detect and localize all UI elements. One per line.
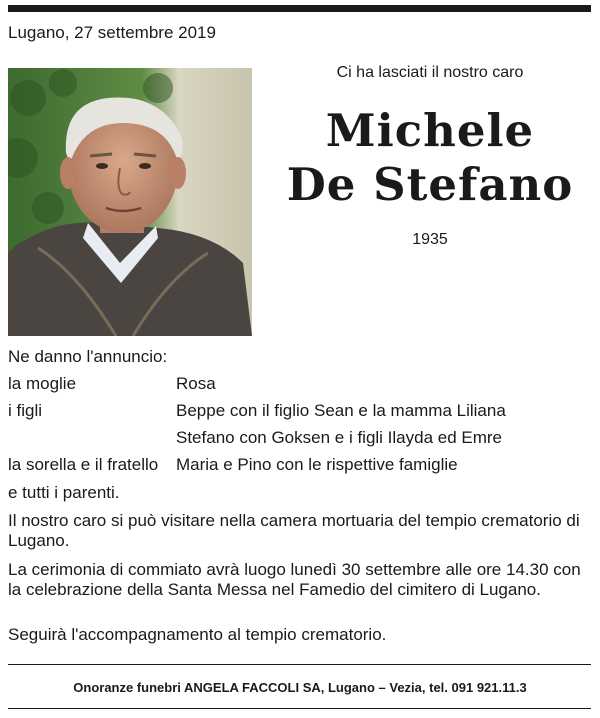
first-name: Michele [325, 104, 535, 157]
ceremony-paragraph: La cerimonia di commiato avrà luogo lunedì 30 settembre alle ore 14.30 con la celebrazione della Santa Messa nel Famedio del cimitero di Lugano. [8, 560, 581, 599]
footer-prefix: Onoranze funebri [73, 680, 185, 695]
birth-year: 1935 [412, 231, 448, 248]
relation-label: i figli [8, 401, 43, 420]
relation-names: Rosa [176, 374, 216, 393]
funeral-home-line [0, 680, 600, 695]
relation-label: la moglie [8, 374, 77, 393]
footer-rule-top [8, 664, 591, 665]
relation-names: Stefano con Goksen e i figli Ilayda ed Emre [176, 428, 503, 447]
last-name: De Stefano [286, 158, 574, 211]
date-line: Lugano, 27 settembre 2019 [8, 23, 216, 42]
relation-names: Maria e Pino con le rispettive famiglie [176, 455, 458, 474]
footer-company: ANGELA FACCOLI SA [184, 680, 321, 695]
intro-text: Ci ha lasciati il nostro caro [336, 64, 524, 81]
relation-label: la sorella e il fratello [8, 455, 159, 474]
relation-label: e tutti i parenti. [8, 483, 120, 502]
footer-rule-bottom [8, 708, 591, 709]
portrait-photo [8, 68, 252, 336]
announcement-heading: Ne danno l'annuncio: [8, 347, 168, 366]
relation-names: Beppe con il figlio Sean e la mamma Liliana [176, 401, 506, 420]
visit-paragraph: Il nostro caro si può visitare nella camera mortuaria del tempio crematorio di Lugano. [8, 511, 580, 550]
top-rule [8, 5, 591, 12]
footer-suffix: , Lugano – Vezia, tel. 091 921.11.3 [320, 680, 527, 695]
followup-paragraph: Seguirà l'accompagnamento al tempio crematorio. [8, 625, 387, 644]
